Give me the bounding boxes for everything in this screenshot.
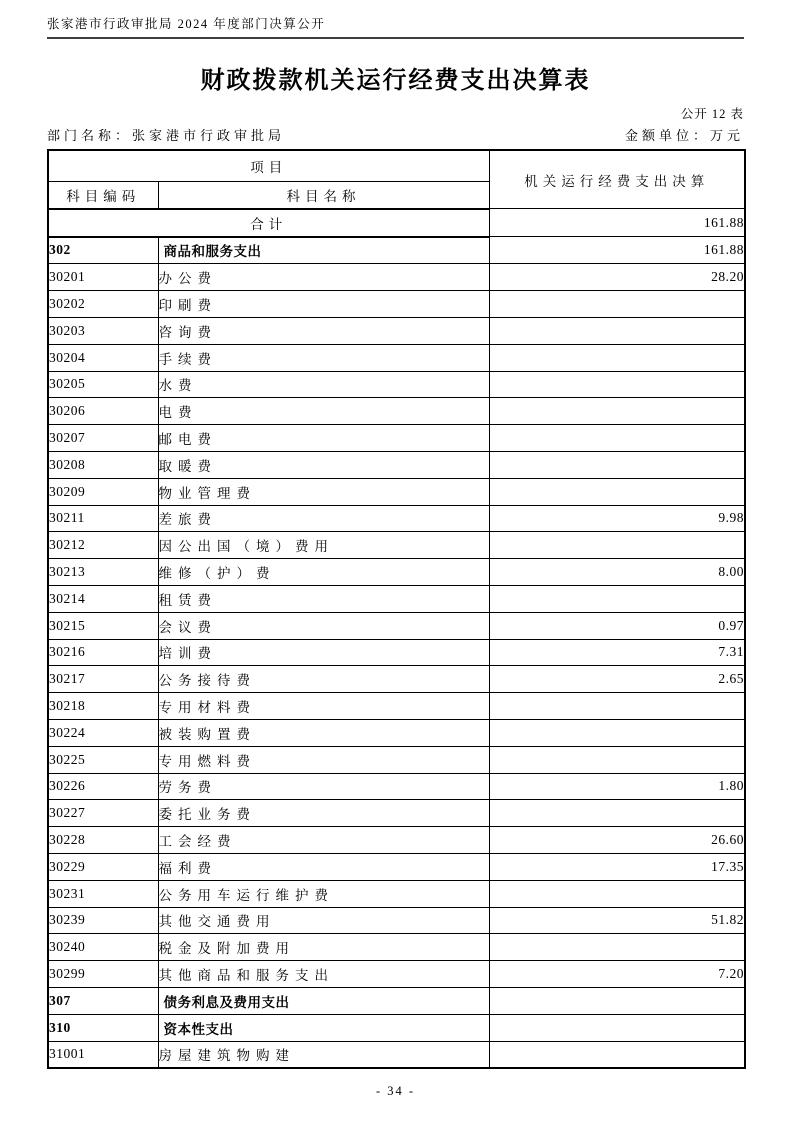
table-row	[48, 746, 745, 773]
subject-name-cell: 因公出国（境）费用	[158, 532, 489, 559]
amount-cell: 28.20	[489, 264, 745, 291]
header-project-cell: 项目	[48, 150, 489, 182]
amount-cell	[489, 291, 745, 318]
amount-cell: 26.60	[489, 827, 745, 854]
amount-cell	[489, 987, 745, 1014]
subject-code-cell: 30239	[48, 907, 158, 934]
amount-cell	[489, 317, 745, 344]
subject-name-cell: 资本性支出	[158, 1014, 489, 1041]
amount-cell	[489, 344, 745, 371]
subject-code-cell: 30225	[48, 746, 158, 773]
table-number: 公开 12 表	[680, 107, 744, 121]
table-row	[48, 398, 745, 425]
amount-cell	[489, 478, 745, 505]
header-subject-name-cell: 科目名称	[158, 182, 489, 209]
table-row	[48, 451, 745, 478]
amount-cell	[489, 934, 745, 961]
table-row	[48, 532, 745, 559]
subject-code-cell: 30216	[48, 639, 158, 666]
subject-name-cell: 委托业务费	[158, 800, 489, 827]
subject-code-cell: 310	[48, 1014, 158, 1041]
subject-code-cell: 30204	[48, 344, 158, 371]
subject-name-cell: 差旅费	[158, 505, 489, 532]
page-number: - 34 -	[375, 1084, 416, 1099]
table-row	[48, 1014, 745, 1041]
subject-name-cell: 会议费	[158, 612, 489, 639]
subject-code-cell: 30215	[48, 612, 158, 639]
table-row	[48, 478, 745, 505]
table-row	[48, 880, 745, 907]
subject-name-cell: 印刷费	[158, 291, 489, 318]
table-row	[48, 505, 745, 532]
subject-name-cell: 租赁费	[158, 585, 489, 612]
table-row	[48, 559, 745, 586]
subject-code-cell: 30213	[48, 559, 158, 586]
subject-name-cell: 物业管理费	[158, 478, 489, 505]
table-row	[48, 425, 745, 452]
subject-code-cell: 30202	[48, 291, 158, 318]
subject-name-cell: 福利费	[158, 853, 489, 880]
subject-code-cell: 30207	[48, 425, 158, 452]
amount-cell	[489, 746, 745, 773]
subject-code-cell: 30209	[48, 478, 158, 505]
page-header-text: 张家港市行政审批局 2024 年度部门决算公开	[47, 17, 326, 31]
total-label-cell: 合计	[48, 209, 489, 237]
amount-cell	[489, 800, 745, 827]
subject-code-cell: 30224	[48, 719, 158, 746]
subject-name-cell: 水费	[158, 371, 489, 398]
header-row-project	[48, 150, 745, 182]
department-name-label: 部门名称：张家港市行政审批局	[47, 128, 286, 143]
amount-cell: 8.00	[489, 559, 745, 586]
subject-name-cell: 咨询费	[158, 317, 489, 344]
header-subject-code-cell: 科目编码	[48, 182, 158, 209]
subject-name-cell: 工会经费	[158, 827, 489, 854]
subject-name-cell: 被装购置费	[158, 719, 489, 746]
table-row	[48, 317, 745, 344]
subject-code-cell: 30228	[48, 827, 158, 854]
subject-name-cell: 公务用车运行维护费	[158, 880, 489, 907]
subject-name-cell: 培训费	[158, 639, 489, 666]
subject-name-cell: 专用材料费	[158, 693, 489, 720]
subject-name-cell: 劳务费	[158, 773, 489, 800]
header-value-column-cell: 机关运行经费支出决算	[489, 150, 745, 209]
amount-cell: 1.80	[489, 773, 745, 800]
amount-cell: 9.98	[489, 505, 745, 532]
subject-name-cell: 邮电费	[158, 425, 489, 452]
subject-code-cell: 30240	[48, 934, 158, 961]
amount-cell: 7.20	[489, 961, 745, 988]
total-amount-cell: 161.88	[489, 209, 745, 237]
table-row	[48, 291, 745, 318]
subject-name-cell: 取暖费	[158, 451, 489, 478]
table-row	[48, 907, 745, 934]
subject-code-cell: 30203	[48, 317, 158, 344]
subject-code-cell: 30211	[48, 505, 158, 532]
amount-cell: 7.31	[489, 639, 745, 666]
subject-name-cell: 公务接待费	[158, 666, 489, 693]
subject-name-cell: 手续费	[158, 344, 489, 371]
table-row	[48, 773, 745, 800]
table-row	[48, 961, 745, 988]
table-row	[48, 612, 745, 639]
subject-name-cell: 税金及附加费用	[158, 934, 489, 961]
subject-code-cell: 30214	[48, 585, 158, 612]
subject-name-cell: 商品和服务支出	[158, 237, 489, 264]
subject-name-cell: 其他商品和服务支出	[158, 961, 489, 988]
meta-row	[47, 125, 744, 144]
page-title: 财政拨款机关运行经费支出决算表	[200, 68, 591, 94]
table-row	[48, 853, 745, 880]
amount-unit-label: 金额单位：万元	[624, 128, 744, 143]
subject-code-cell: 30227	[48, 800, 158, 827]
subject-code-cell: 307	[48, 987, 158, 1014]
amount-cell	[489, 585, 745, 612]
table-head	[48, 150, 745, 209]
amount-cell	[489, 451, 745, 478]
subject-name-cell: 其他交通费用	[158, 907, 489, 934]
amount-cell	[489, 371, 745, 398]
table-row	[48, 934, 745, 961]
subject-code-cell: 31001	[48, 1041, 158, 1068]
table-row	[48, 264, 745, 291]
amount-cell	[489, 1014, 745, 1041]
amount-cell: 51.82	[489, 907, 745, 934]
amount-cell	[489, 425, 745, 452]
subject-code-cell: 30206	[48, 398, 158, 425]
subject-name-cell: 专用燃料费	[158, 746, 489, 773]
amount-cell	[489, 532, 745, 559]
amount-cell	[489, 719, 745, 746]
amount-cell: 0.97	[489, 612, 745, 639]
table-row	[48, 639, 745, 666]
subject-code-cell: 30205	[48, 371, 158, 398]
budget-table	[47, 149, 746, 1069]
amount-cell	[489, 1041, 745, 1068]
subject-name-cell: 电费	[158, 398, 489, 425]
subject-name-cell: 办公费	[158, 264, 489, 291]
subject-code-cell: 30299	[48, 961, 158, 988]
total-row	[48, 209, 745, 237]
amount-cell	[489, 693, 745, 720]
subject-code-cell: 30208	[48, 451, 158, 478]
amount-cell	[489, 398, 745, 425]
table-row	[48, 1041, 745, 1068]
subject-code-cell: 30212	[48, 532, 158, 559]
table-row	[48, 987, 745, 1014]
table-body	[48, 209, 745, 1069]
subject-code-cell: 302	[48, 237, 158, 264]
subject-code-cell: 30218	[48, 693, 158, 720]
page-header	[47, 10, 744, 39]
subject-name-cell: 债务利息及费用支出	[158, 987, 489, 1014]
table-row	[48, 693, 745, 720]
table-row	[48, 344, 745, 371]
table-row	[48, 827, 745, 854]
table-row	[48, 666, 745, 693]
subject-code-cell: 30231	[48, 880, 158, 907]
table-row	[48, 371, 745, 398]
subject-code-cell: 30201	[48, 264, 158, 291]
table-row	[48, 800, 745, 827]
amount-cell: 161.88	[489, 237, 745, 264]
subject-code-cell: 30217	[48, 666, 158, 693]
subject-code-cell: 30226	[48, 773, 158, 800]
amount-cell: 17.35	[489, 853, 745, 880]
subject-name-cell: 房屋建筑物购建	[158, 1041, 489, 1068]
amount-cell	[489, 880, 745, 907]
amount-cell: 2.65	[489, 666, 745, 693]
subject-name-cell: 维修（护）费	[158, 559, 489, 586]
table-row	[48, 237, 745, 264]
table-row	[48, 719, 745, 746]
table-row	[48, 585, 745, 612]
subject-code-cell: 30229	[48, 853, 158, 880]
